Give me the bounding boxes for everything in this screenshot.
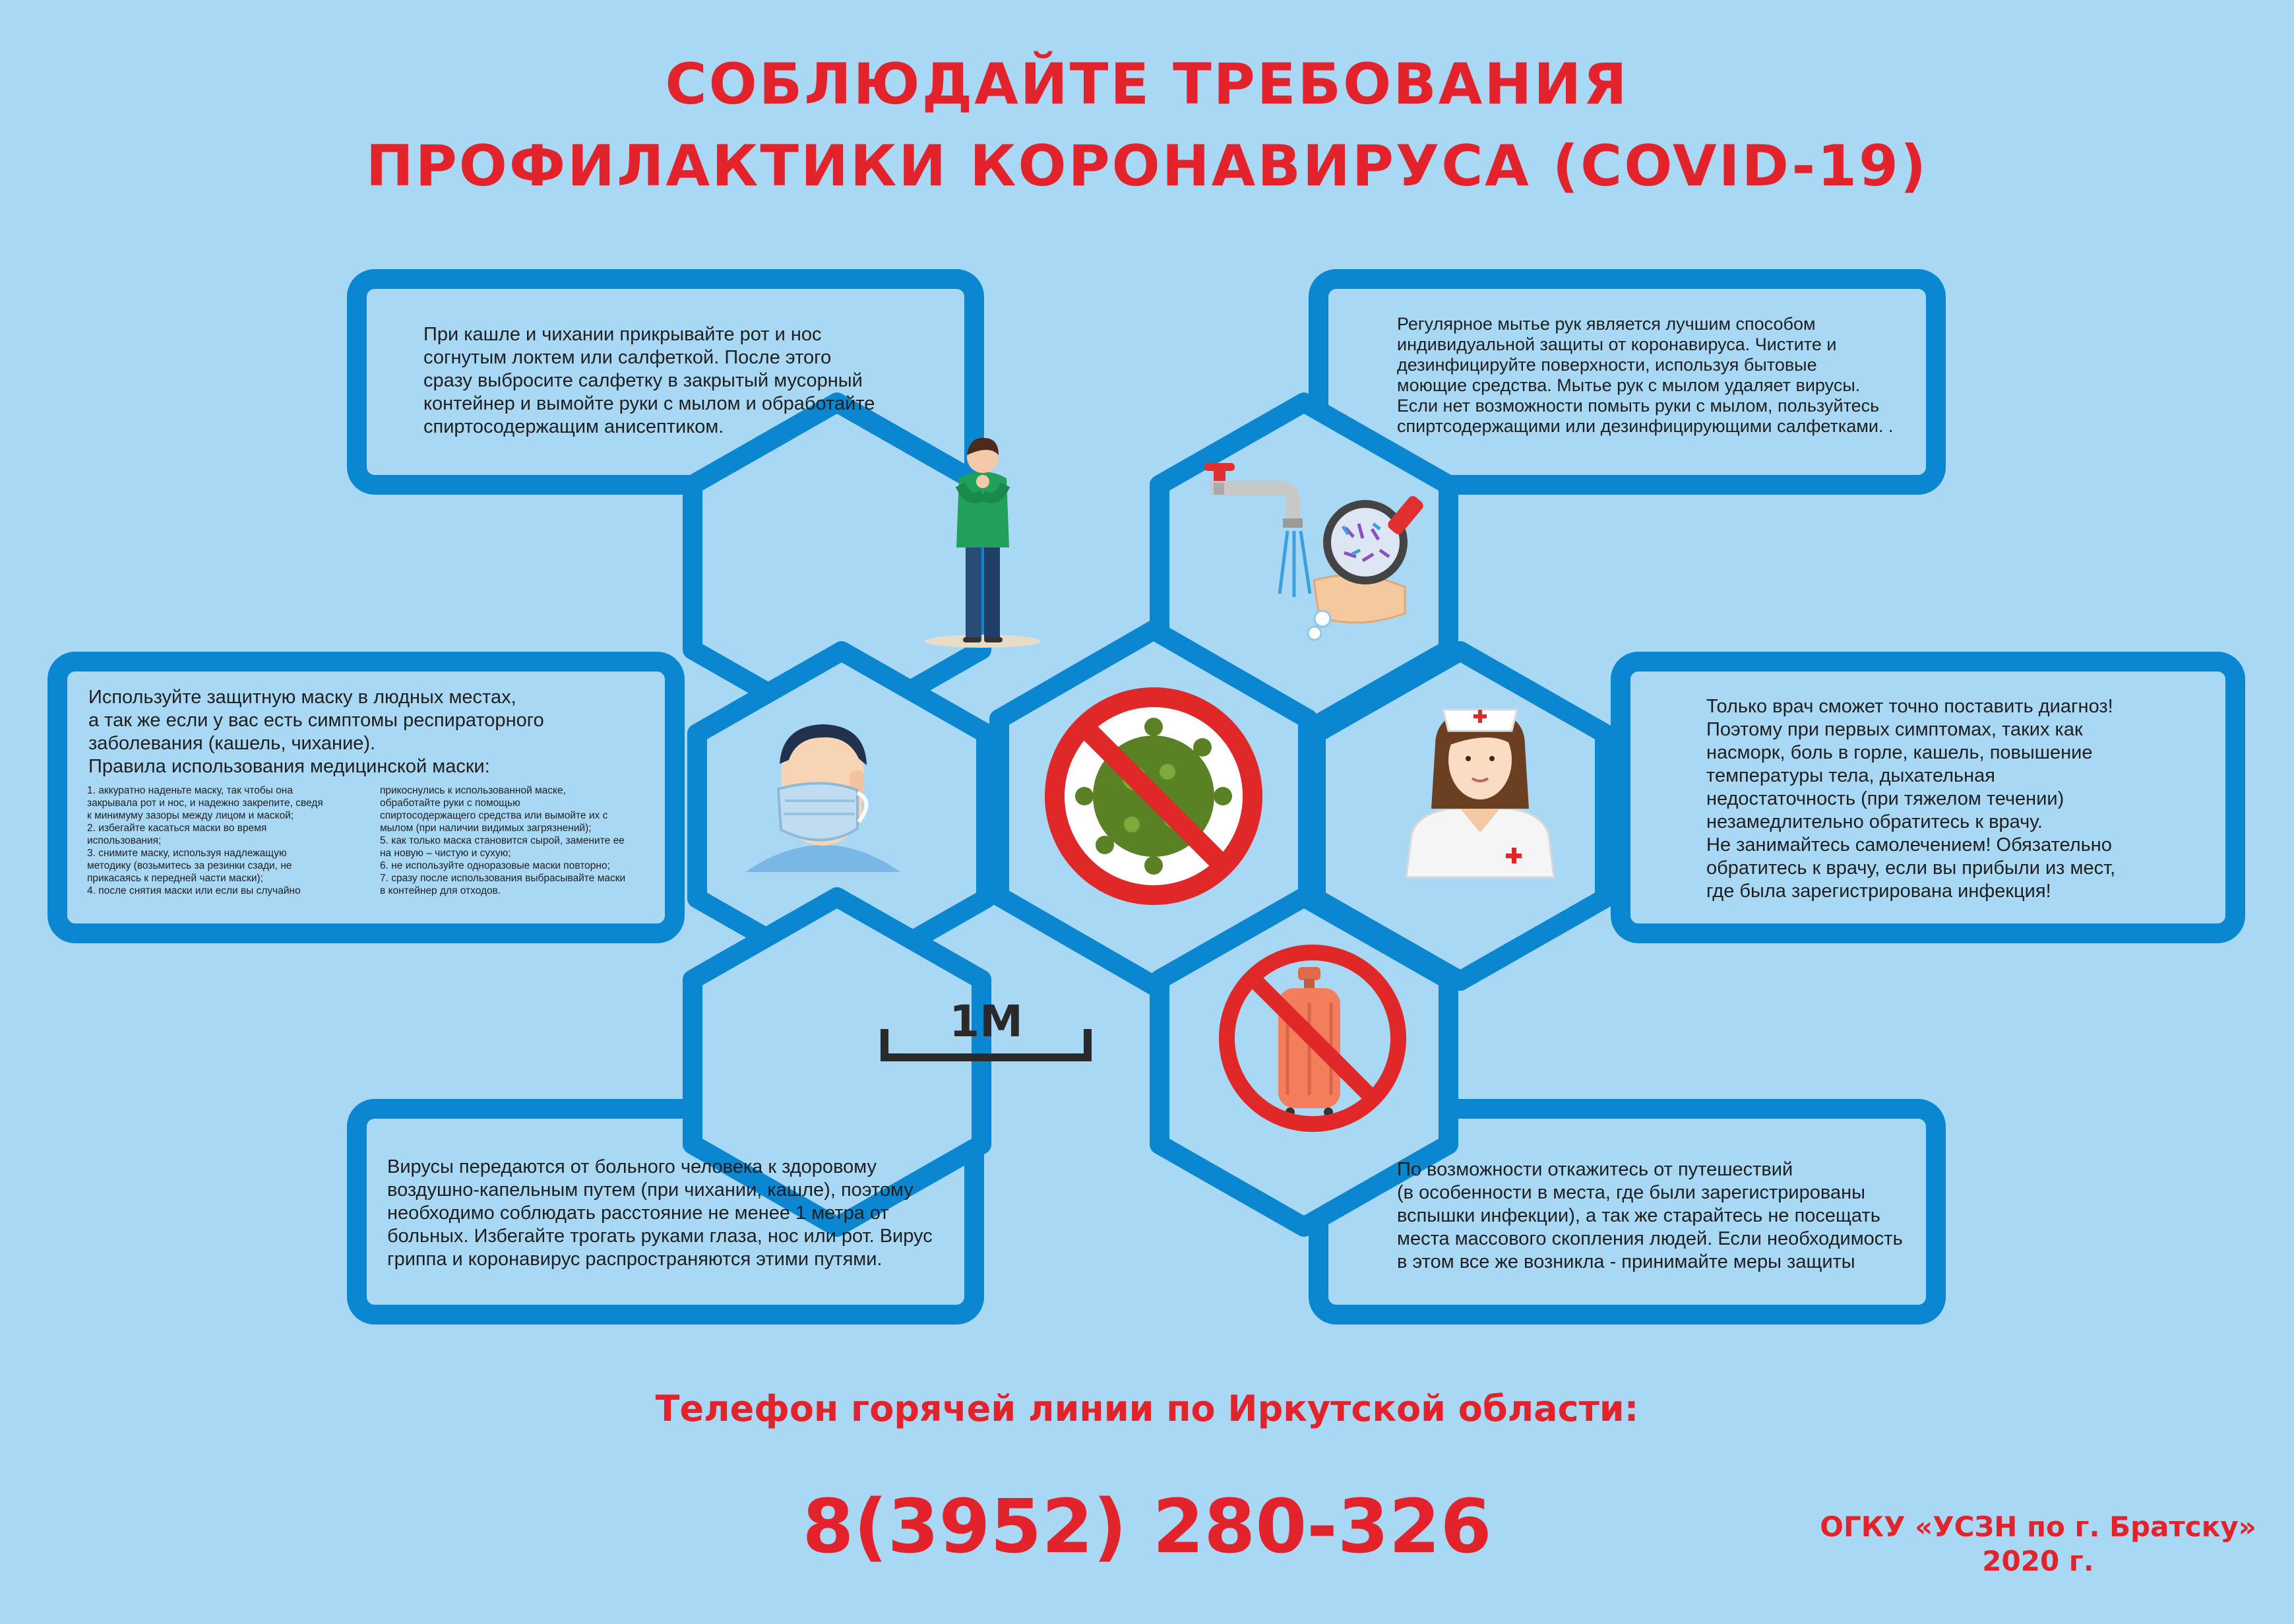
org-year: 2020 г. — [1982, 1545, 2094, 1577]
doctor-text: Только врач сможет точно поставить диагноз! Поэтому при первых симптомах, таких как насморк, боль в горле, кашель, повышение температуры тела, дыхательная недостаточность (при тяжелом течении) незамедлительно обратитесь к врачу. Не занимайтесь самолечением! Обязательно обратитесь к врачу, если вы прибыли из мест, где была зарегистрирована инфекция! — [1706, 696, 2116, 902]
mask-rules-right: прикоснулись к использованной маске, обработайте руки с помощью спиртосодержащего средства или вымойте их с мылом (при наличии видимых загрязнений); 5. как только маска становится сырой, замените ее на новую – чистую и сухую; 6. не используйте одноразовые маски повторно; 7. сразу после использования выбрасывайте маски в контейнер для отходов. — [380, 785, 626, 896]
title-line-2: ПРОФИЛАКТИКИ КОРОНАВИРУСА (COVID-19) — [365, 133, 1929, 199]
distance-label: 1М — [949, 996, 1023, 1047]
cough-text: При кашле и чихании прикрывайте рот и нос согнутым локтем или салфеткой. После этого сразу выбросите салфетку в закрытый мусорный контейнер и вымойте руки с мылом и обработайте спиртосодержащим анисептиком. — [423, 324, 875, 437]
virus-prohibited-icon — [1055, 697, 1253, 895]
hotline-phone: 8(3952) 280-326 — [802, 1484, 1492, 1570]
mask-rules-left: 1. аккуратно наденьте маску, так чтобы она закрывала рот и нос, и надежно закрепите, сведя к минимуму зазоры между лицом и маской; 2. избегайте касаться маски во время использования; 3. снимите маску, используя надлежащую методику (возьмитесь за резинки сзади, не прикасаясь к передней части маски); 4. после снятия маски или если вы случайно — [87, 785, 323, 896]
distance-text: Вирусы передаются от больного человека к здоровому воздушно-капельным путем (при чихании, кашле), поэтому необходимо соблюдать расстояние не менее 1 метра от больных. Избегайте трогать руками глаза, нос или рот. Вирус гриппа и коронавирус распространяются этими путями. — [387, 1156, 933, 1270]
travel-text: По возможности откажитесь от путешествий (в особенности в места, где были зарегистрированы вспышки инфекции), а так же старайтесь не посещать места массового скопления людей. Если необходимость в этом все же возникла - принимайте меры защиты — [1397, 1159, 1903, 1272]
org-name: ОГКУ «УСЗН по г. Братску» — [1820, 1511, 2256, 1543]
handwash-text: Регулярное мытье рук является лучшим способом индивидуальной защиты от коронавируса. Чистите и дезинфицируйте поверхности, используя бытовые моющие средства. Мытье рук с мылом удаляет вирусы. Если нет возможности помыть руки с мылом, пользуйтесь спиртсодержащими или дезинфицирующими салфетками. . — [1397, 314, 1894, 436]
title-line-1: СОБЛЮДАЙТЕ ТРЕБОВАНИЯ — [665, 51, 1629, 117]
mask-intro-text: Используйте защитную маску в людных местах, а так же если у вас есть симптомы респираторного заболевания (кашель, чихание). Правила использования медицинской маски: — [88, 687, 544, 777]
hotline-label: Телефон горячей линии по Иркутской области: — [655, 1388, 1639, 1429]
